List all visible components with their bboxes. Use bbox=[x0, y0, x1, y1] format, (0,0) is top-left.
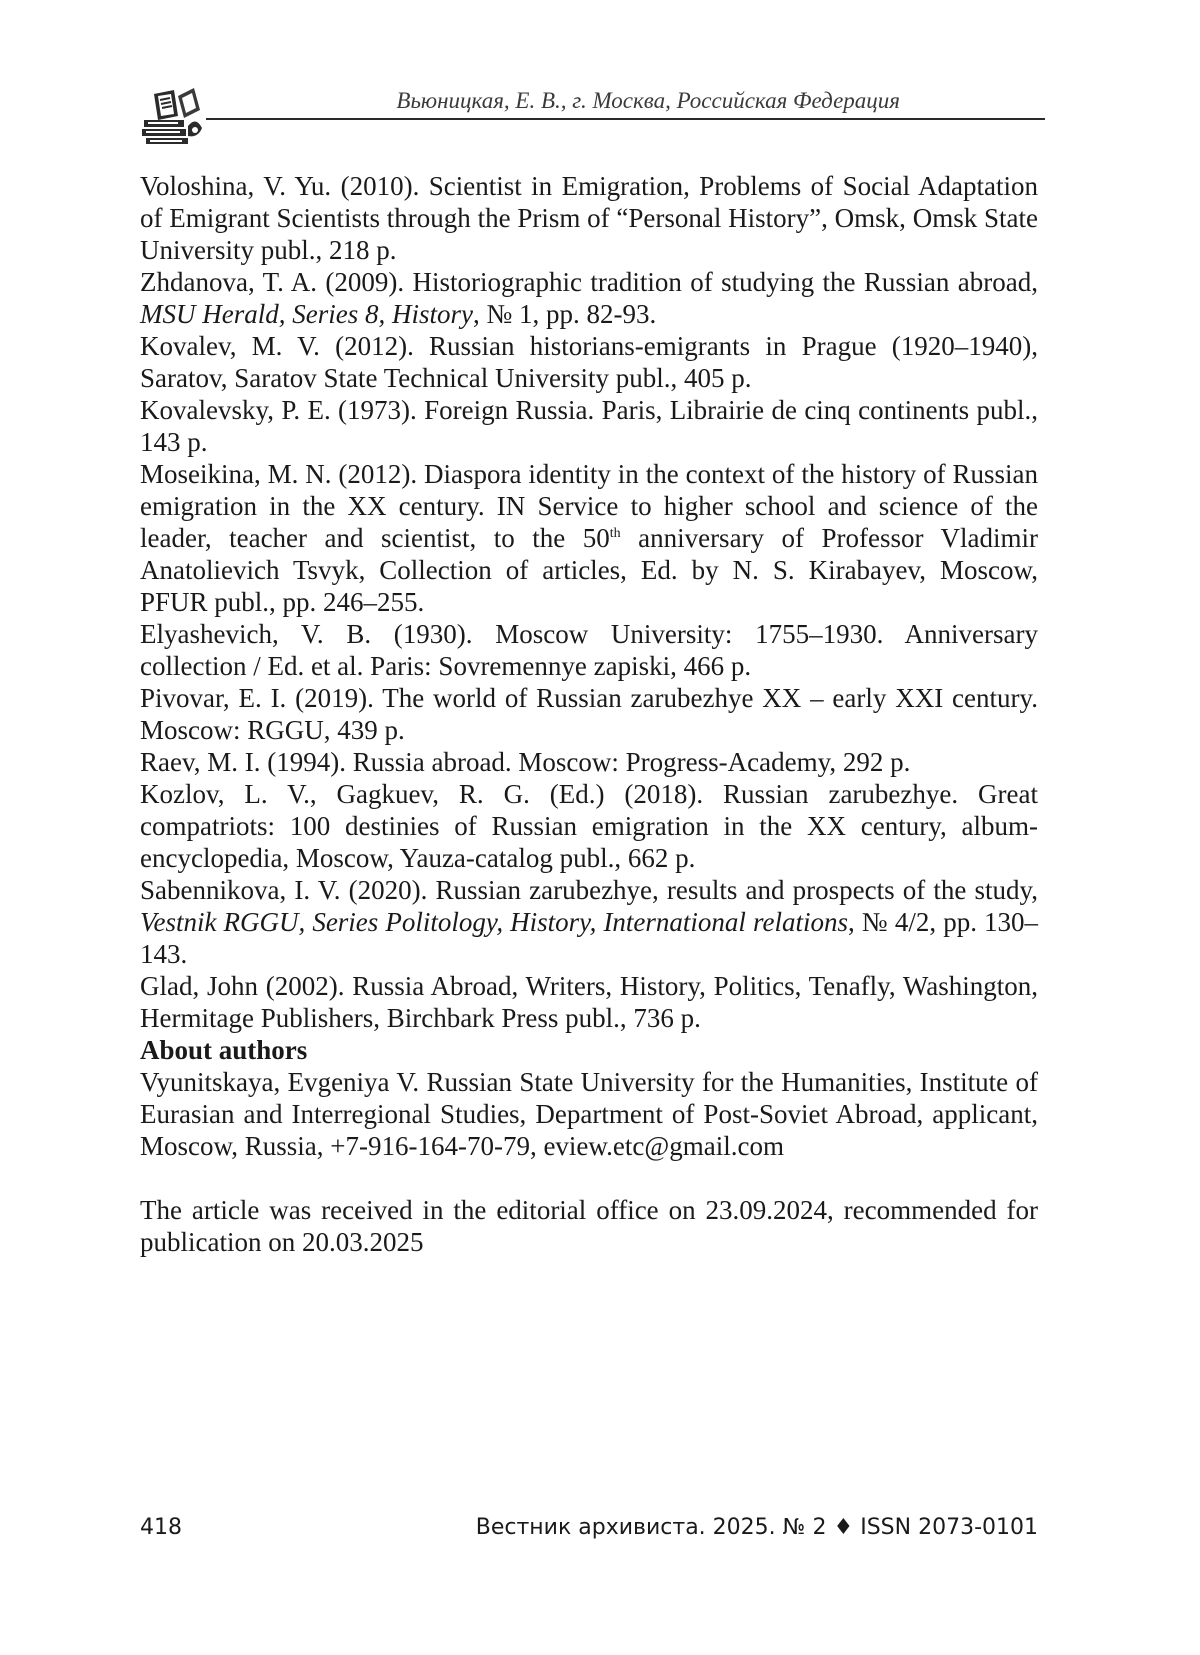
reference-text: , № 1, pp. 82-93. bbox=[472, 299, 657, 329]
reference-item: Kovalevsky, P. E. (1973). Foreign Russia. Paris, Librairie de cinq continents publ., 143 p. bbox=[140, 395, 1038, 457]
document-body bbox=[140, 170, 1038, 1258]
reference-journal: Vestnik RGGU, Series Politology, History, International relations bbox=[140, 907, 848, 937]
reference-item: Kovalev, M. V. (2012). Russian historians-emigrants in Prague (1920–1940), Saratov, Saratov State Technical University publ., 405 p. bbox=[140, 331, 1038, 393]
page-header bbox=[140, 78, 1045, 150]
reference-text: Moseikina, M. N. (2012). Diaspora identity in the context of the history of Russian emigration in the XX century. IN Service to higher school and science of the leader, teacher and scientist, to the 50 bbox=[140, 459, 1038, 553]
page-footer bbox=[140, 1515, 1038, 1545]
reference-journal: MSU Herald, Series 8, History bbox=[140, 299, 473, 329]
reference-item: Elyashevich, V. B. (1930). Moscow University: 1755–1930. Anniversary collection / Ed. et al. Paris: Sovremennye zapiski, 466 p. bbox=[140, 619, 1038, 681]
ordinal-suffix: th bbox=[609, 526, 621, 541]
header-rule bbox=[206, 118, 1045, 120]
running-title: Вьюницкая, Е. В., г. Москва, Российская Федерация bbox=[396, 88, 900, 113]
reference-item: Pivovar, E. I. (2019). The world of Russian zarubezhye XX – early XXI century. Moscow: RGGU, 439 p. bbox=[140, 683, 1038, 745]
book-stack-icon bbox=[140, 86, 206, 146]
journal-info: Вестник архивиста. 2025. № 2 ♦ ISSN 2073-0101 bbox=[475, 1515, 1038, 1540]
reference-item: Kozlov, L. V., Gagkuev, R. G. (Ed.) (2018). Russian zarubezhye. Great compatriots: 100 destinies of Russian emigration in the XX century, album-encyclopedia, Moscow, Yauza-catalog publ., 662 p. bbox=[140, 779, 1038, 873]
reference-text: Sabennikova, I. V. (2020). Russian zarubezhye, results and prospects of the study, bbox=[140, 875, 1038, 905]
author-info: Vyunitskaya, Evgeniya V. Russian State University for the Humanities, Institute of Eurasian and Interregional Studies, Department of Post-Soviet Abroad, applicant, Moscow, Russia, +7-916-164-70-79, eview.etc@gmail.com bbox=[140, 1067, 1038, 1161]
reference-text: anniversary of Professor Vladimir Anatolievich Tsvyk, Collection of articles, Ed. by N. S. Kirabayev, Moscow, PFUR publ., pp. 246–255. bbox=[140, 523, 1038, 617]
reference-item: Voloshina, V. Yu. (2010). Scientist in Emigration, Problems of Social Adaptation of Emigrant Scientists through the Prism of “Personal History”, Omsk, Omsk State University publ., 218 p. bbox=[140, 171, 1038, 265]
about-authors-heading: About authors bbox=[140, 1035, 308, 1065]
page-number: 418 bbox=[140, 1515, 182, 1540]
reference-item: Raev, M. I. (1994). Russia abroad. Moscow: Progress-Academy, 292 p. bbox=[140, 747, 911, 777]
reference-item bbox=[140, 458, 1038, 618]
reference-item bbox=[140, 874, 1038, 970]
reference-item bbox=[140, 266, 1038, 330]
received-note: The article was received in the editorial office on 23.09.2024, recommended for publication on 20.03.2025 bbox=[140, 1195, 1038, 1257]
reference-item: Glad, John (2002). Russia Abroad, Writers, History, Politics, Tenafly, Washington, Hermitage Publishers, Birchbark Press publ., 736 p. bbox=[140, 971, 1038, 1033]
reference-text: , № 4/2, pp. 130–143. bbox=[140, 907, 1038, 969]
reference-text: Zhdanova, T. A. (2009). Historiographic tradition of studying the Russian abroad, bbox=[140, 267, 1038, 297]
